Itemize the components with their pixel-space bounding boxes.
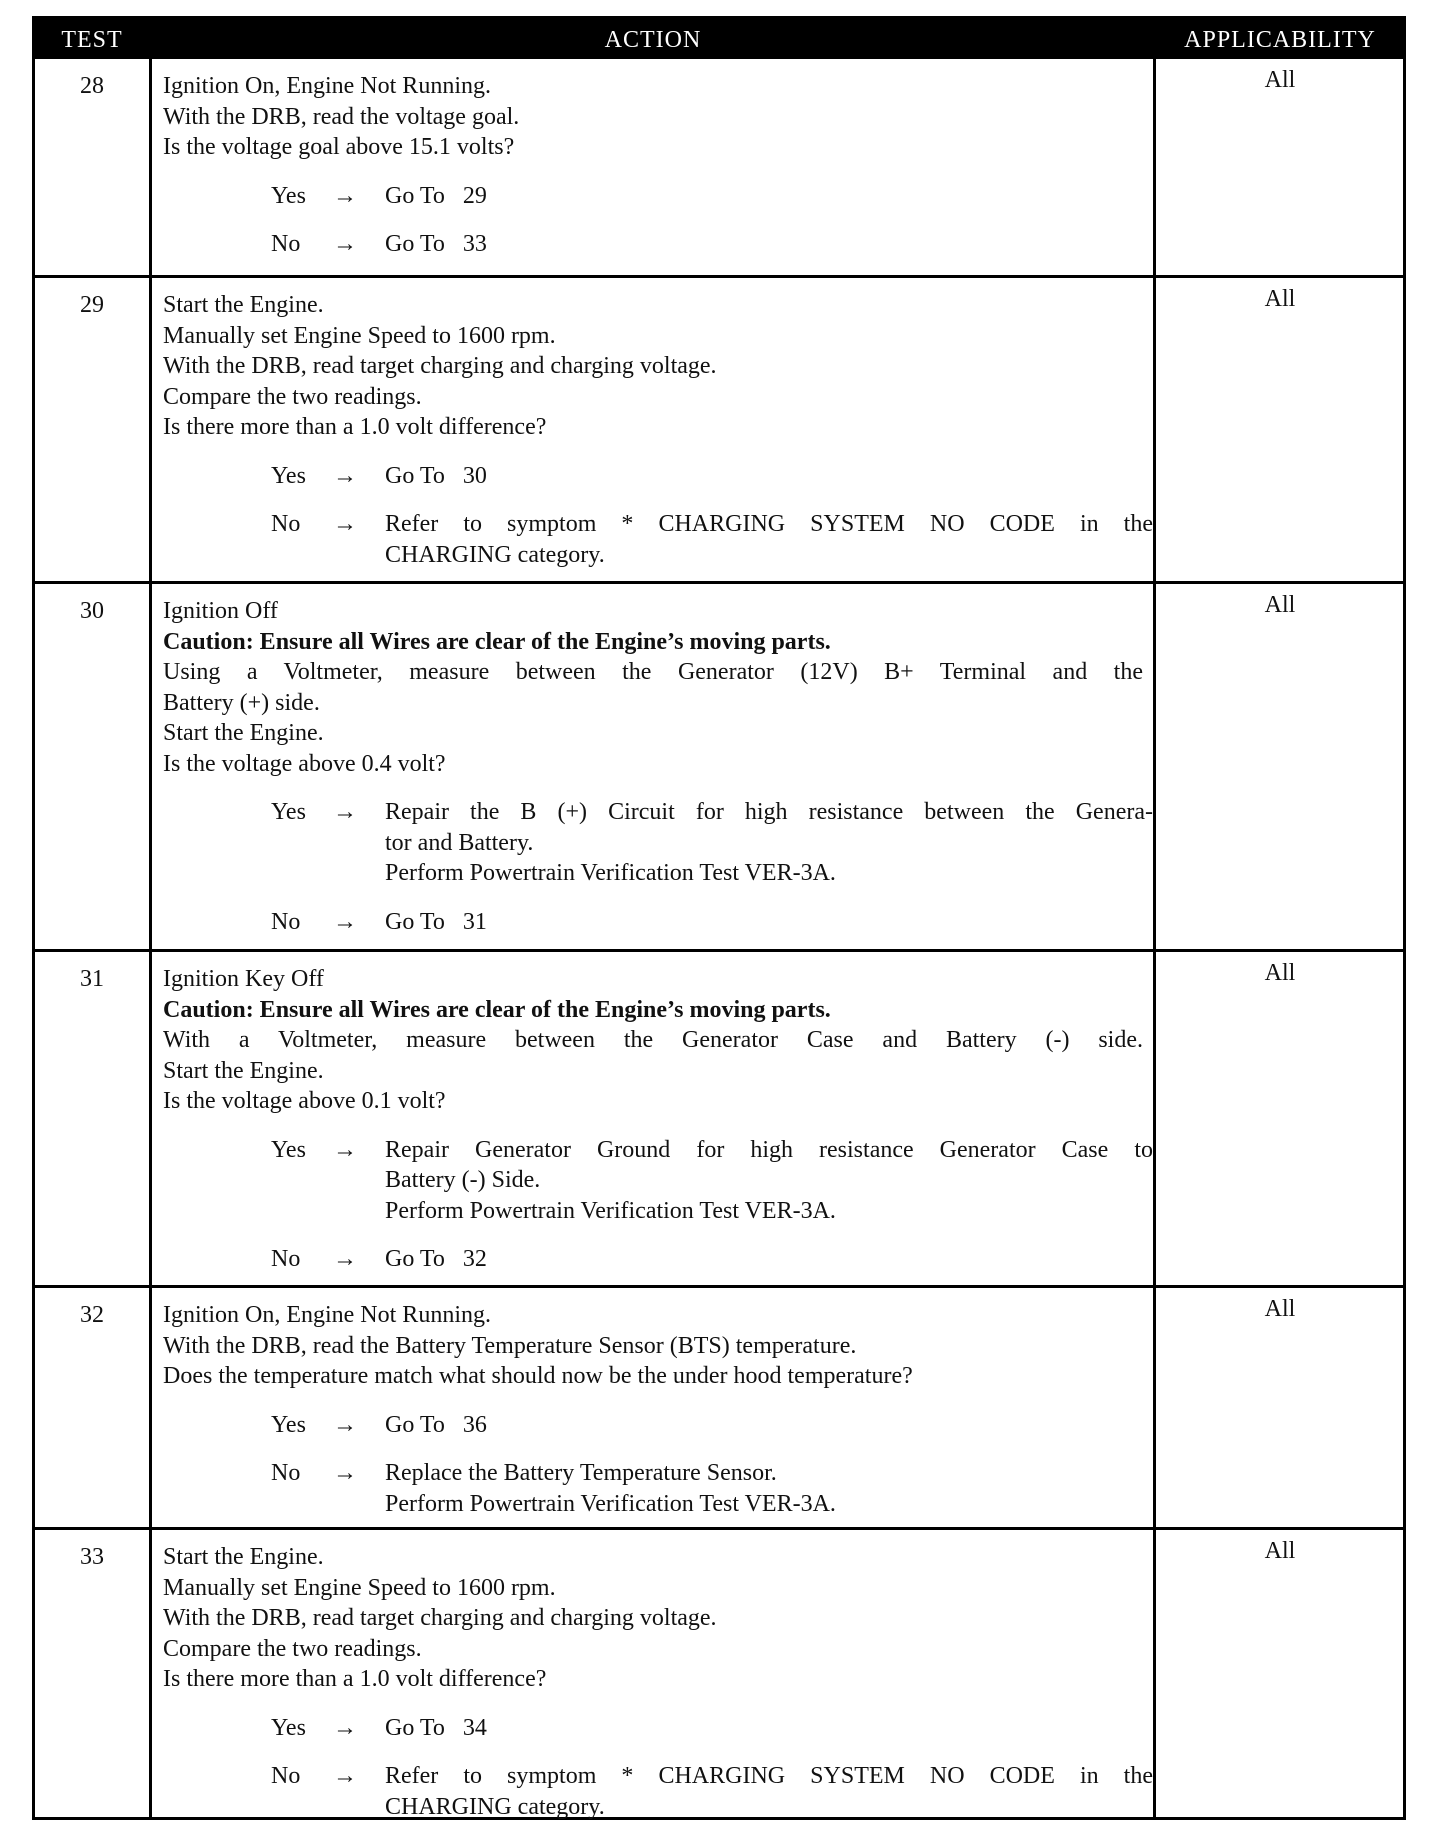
no-branch — [163, 229, 1153, 260]
yes-branch — [163, 461, 1153, 492]
caution-note: Caution: Ensure all Wires are clear of the Engine’s moving parts. — [163, 628, 831, 655]
no-label: No — [271, 511, 301, 537]
result-line: Go To 34 — [385, 1714, 487, 1741]
no-result — [385, 1458, 1153, 1519]
action-text — [163, 290, 1153, 570]
column-divider-test — [149, 59, 152, 1817]
result-line: Replace the Battery Temperature Sensor. — [385, 1460, 777, 1486]
yes-result — [385, 181, 1153, 212]
no-label: No — [271, 231, 301, 257]
result-line: Go To 33 — [385, 231, 487, 257]
arrow-icon: → — [333, 1411, 357, 1438]
result-line: Repair Generator Ground for high resistance Generator Case to — [385, 1136, 1153, 1163]
result-line: Repair the B (+) Circuit for high resistance between the Genera- — [385, 799, 1153, 825]
action-line: Is the voltage above 0.4 volt? — [163, 750, 446, 777]
no-label: No — [271, 908, 301, 935]
action-line: Start the Engine. — [163, 720, 324, 746]
action-text — [163, 1542, 1153, 1822]
action-line: Start the Engine. — [163, 1544, 324, 1570]
no-branch — [163, 1244, 1153, 1275]
yes-result — [385, 1713, 1153, 1744]
applicability-value: All — [1264, 592, 1296, 618]
action-line: Using a Voltmeter, measure between the Generator (12V) B+ Terminal and the — [163, 659, 1143, 685]
arrow-icon: → — [333, 462, 357, 489]
test-number: 32 — [80, 1302, 104, 1328]
action-line: With the DRB, read target charging and charging voltage. — [163, 1605, 717, 1631]
yes-branch — [163, 797, 1153, 889]
no-result — [385, 1761, 1153, 1822]
action-line: Is there more than a 1.0 volt difference? — [163, 414, 547, 440]
arrow-icon: → — [333, 1714, 357, 1741]
action-line: Manually set Engine Speed to 1600 rpm. — [163, 1574, 556, 1601]
applicability-value: All — [1264, 67, 1296, 93]
yes-label: Yes — [271, 462, 306, 489]
no-label: No — [271, 1763, 301, 1789]
arrow-icon: → — [333, 799, 357, 825]
test-number: 29 — [80, 292, 104, 318]
arrow-icon: → — [333, 182, 357, 209]
action-line: Is the voltage above 0.1 volt? — [163, 1088, 446, 1114]
action-line: Does the temperature match what should now be the under hood temperature? — [163, 1363, 913, 1389]
no-label: No — [271, 1246, 301, 1272]
test-number: 33 — [80, 1544, 104, 1570]
yes-result — [385, 461, 1153, 492]
yes-label: Yes — [271, 1714, 306, 1741]
caution-note: Caution: Ensure all Wires are clear of the Engine’s moving parts. — [163, 996, 831, 1023]
result-line: Go To 29 — [385, 182, 487, 209]
no-label: No — [271, 1460, 301, 1486]
no-result — [385, 907, 1153, 938]
arrow-icon: → — [333, 1136, 357, 1163]
applicability-value: All — [1264, 960, 1296, 986]
result-line: Perform Powertrain Verification Test VER-3A. — [385, 1197, 836, 1224]
action-line: Is the voltage goal above 15.1 volts? — [163, 134, 515, 160]
table-row — [35, 1527, 1403, 1820]
action-line: Start the Engine. — [163, 292, 324, 318]
action-line: With a Voltmeter, measure between the Generator Case and Battery (-) side. — [163, 1027, 1143, 1053]
action-line: Battery (+) side. — [163, 689, 320, 716]
test-number: 30 — [80, 598, 104, 624]
yes-result — [385, 1410, 1153, 1441]
result-line: Go To 32 — [385, 1246, 487, 1272]
yes-branch — [163, 1135, 1153, 1227]
result-line: Refer to symptom * CHARGING SYSTEM NO CODE in the — [385, 511, 1153, 537]
yes-branch — [163, 181, 1153, 212]
test-number: 28 — [80, 73, 104, 99]
yes-label: Yes — [271, 1411, 306, 1438]
arrow-icon: → — [333, 1460, 357, 1486]
header-test: TEST — [61, 27, 123, 53]
table-row — [35, 275, 1403, 581]
applicability-value: All — [1264, 1296, 1296, 1322]
action-line: Ignition Off — [163, 598, 278, 624]
test-number: 31 — [80, 966, 104, 992]
result-line: Go To 36 — [385, 1411, 487, 1438]
header-applicability: APPLICABILITY — [1184, 27, 1376, 53]
action-line: With the DRB, read target charging and charging voltage. — [163, 353, 717, 379]
diagnostic-table — [32, 16, 1406, 1820]
yes-label: Yes — [271, 182, 306, 209]
no-result — [385, 229, 1153, 260]
action-line: Is there more than a 1.0 volt difference? — [163, 1666, 547, 1692]
arrow-icon: → — [333, 231, 357, 257]
arrow-icon: → — [333, 908, 357, 935]
applicability-value: All — [1264, 1538, 1296, 1564]
result-line: Refer to symptom * CHARGING SYSTEM NO CODE in the — [385, 1763, 1153, 1789]
result-line: Go To 30 — [385, 462, 487, 489]
action-text — [163, 71, 1153, 260]
table-header — [35, 19, 1403, 59]
action-line: Compare the two readings. — [163, 383, 422, 410]
applicability-value: All — [1264, 286, 1296, 312]
no-branch — [163, 907, 1153, 938]
no-result — [385, 1244, 1153, 1275]
action-text — [163, 596, 1153, 937]
yes-label: Yes — [271, 1136, 306, 1163]
header-action: ACTION — [604, 27, 702, 53]
action-text — [163, 964, 1153, 1275]
yes-branch — [163, 1410, 1153, 1441]
action-line: Ignition On, Engine Not Running. — [163, 1302, 491, 1328]
result-line: Perform Powertrain Verification Test VER-3A. — [385, 860, 836, 886]
yes-result — [385, 797, 1153, 889]
table-row — [35, 949, 1403, 1285]
arrow-icon: → — [333, 511, 357, 537]
action-line: Manually set Engine Speed to 1600 rpm. — [163, 322, 556, 349]
table-row — [35, 59, 1403, 275]
action-line: Ignition Key Off — [163, 966, 324, 992]
result-line: CHARGING category. — [385, 541, 605, 568]
result-line: Go To 31 — [385, 908, 487, 935]
table-row — [35, 1285, 1403, 1527]
no-branch — [163, 509, 1153, 570]
action-line: With the DRB, read the Battery Temperature Sensor (BTS) temperature. — [163, 1332, 857, 1359]
result-line: tor and Battery. — [385, 829, 534, 856]
no-branch — [163, 1458, 1153, 1519]
action-line: Ignition On, Engine Not Running. — [163, 73, 491, 99]
action-line: Start the Engine. — [163, 1057, 324, 1084]
action-line: With the DRB, read the voltage goal. — [163, 103, 520, 130]
action-line: Compare the two readings. — [163, 1635, 422, 1662]
yes-result — [385, 1135, 1153, 1227]
yes-branch — [163, 1713, 1153, 1744]
result-line: Battery (-) Side. — [385, 1167, 541, 1193]
result-line: CHARGING category. — [385, 1793, 605, 1820]
result-line: Perform Powertrain Verification Test VER-3A. — [385, 1490, 836, 1517]
no-result — [385, 509, 1153, 570]
yes-label: Yes — [271, 799, 306, 825]
action-text — [163, 1300, 1153, 1519]
no-branch — [163, 1761, 1153, 1822]
column-divider-applicability — [1153, 59, 1156, 1817]
arrow-icon: → — [333, 1246, 357, 1272]
table-row — [35, 581, 1403, 949]
arrow-icon: → — [333, 1763, 357, 1789]
